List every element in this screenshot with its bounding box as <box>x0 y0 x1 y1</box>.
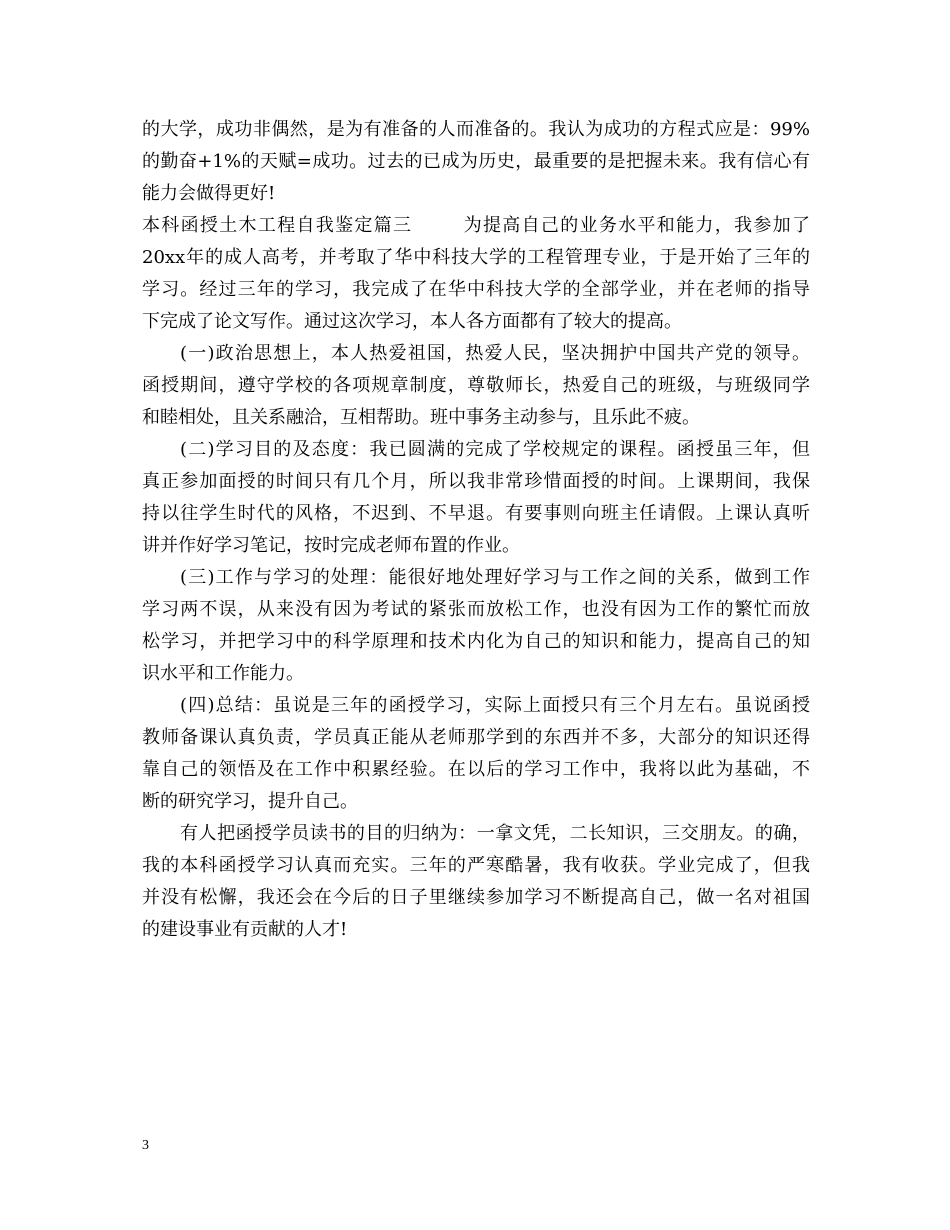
text-line: 学习两不误，从来没有因为考试的紧张而放松工作，也没有因为工作的繁忙而放 <box>142 599 810 620</box>
section-heading-line <box>142 210 810 242</box>
text-line: 和睦相处，且关系融洽，互相帮助。班中事务主动参与，且乐此不疲。 <box>142 407 700 428</box>
paragraph-first-line: (一)政治思想上，本人热爱祖国，热爱人民，坚决拥护中国共产党的领导。 <box>180 343 810 364</box>
paragraph-first-line: (二)学习目的及态度：我已圆满的完成了学校规定的课程。函授虽三年，但 <box>180 439 810 460</box>
paragraph-first-line: (四)总结：虽说是三年的函授学习，实际上面授只有三个月左右。虽说函授 <box>180 695 810 716</box>
section-lead-text: 为提高自己的业务水平和能力，我参加了 <box>462 215 810 236</box>
text-line: 下完成了论文写作。通过这次学习，本人各方面都有了较大的提高。 <box>142 311 682 332</box>
text-line: 的建设事业有贡献的人才! <box>142 919 348 940</box>
page-number: 3 <box>142 1138 149 1153</box>
text-line: 的勤奋+1%的天赋=成功。过去的已成为历史，最重要的是把握未来。我有信心有 <box>142 151 810 172</box>
text-line: 松学习，并把学习中的科学原理和技术内化为自己的知识和能力，提高自己的知 <box>142 631 810 652</box>
text-line: 能力会做得更好! <box>142 183 276 204</box>
text-line: 并没有松懈，我还会在今后的日子里继续参加学习不断提高自己，做一名对祖国 <box>142 887 810 908</box>
document-body <box>142 114 810 946</box>
section-title: 本科函授土木工程自我鉴定篇三 <box>142 215 413 236</box>
text-line: 的大学，成功非偶然，是为有准备的人而准备的。我认为成功的方程式应是：99% <box>142 119 810 140</box>
text-line: 持以往学生时代的风格，不迟到、不早退。有要事则向班主任请假。上课认真听 <box>142 503 810 524</box>
text-line: 教师备课认真负责，学员真正能从老师那学到的东西并不多，大部分的知识还得 <box>142 727 810 748</box>
text-line: 真正参加面授的时间只有几个月，所以我非常珍惜面授的时间。上课期间，我保 <box>142 471 810 492</box>
text-line: 20xx年的成人高考，并考取了华中科技大学的工程管理专业，于是开始了三年的 <box>142 247 810 268</box>
text-line: 靠自己的领悟及在工作中积累经验。在以后的学习工作中，我将以此为基础，不 <box>142 759 810 780</box>
text-line: 识水平和工作能力。 <box>142 663 304 684</box>
text-line: 函授期间，遵守学校的各项规章制度，尊敬师长，热爱自己的班级，与班级同学 <box>142 375 810 396</box>
paragraph-first-line: 有人把函授学员读书的目的归纳为：一拿文凭，二长知识，三交朋友。的确， <box>180 823 810 844</box>
text-line: 讲并作好学习笔记，按时完成老师布置的作业。 <box>142 535 520 556</box>
paragraph-first-line: (三)工作与学习的处理：能很好地处理好学习与工作之间的关系，做到工作 <box>180 567 810 588</box>
text-line: 我的本科函授学习认真而充实。三年的严寒酷暑，我有收获。学业完成了，但我 <box>142 855 810 876</box>
text-line: 学习。经过三年的学习，我完成了在华中科技大学的全部学业，并在老师的指导 <box>142 279 810 300</box>
text-line: 断的研究学习，提升自己。 <box>142 791 358 812</box>
